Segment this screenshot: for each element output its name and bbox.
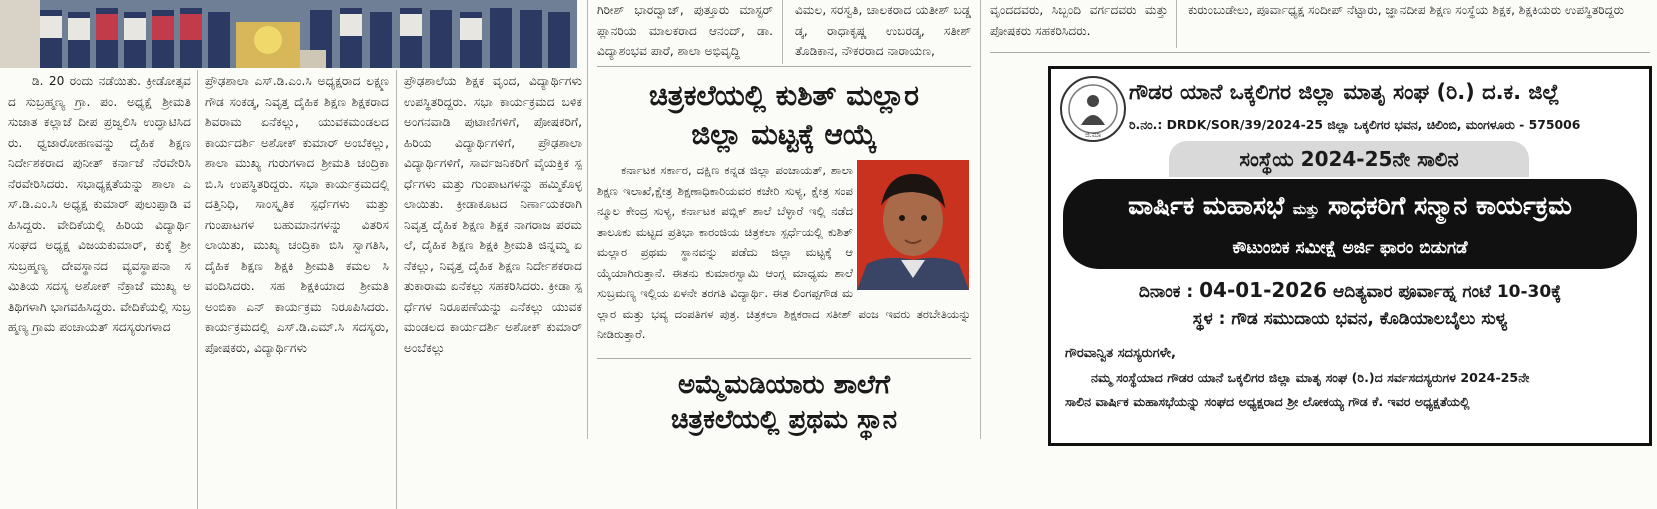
news-column-2	[205, 71, 389, 439]
column-divider	[980, 0, 981, 439]
article-tail-col4: ಗಿರೀಶ್ ಭಾರದ್ವಾಜ್, ಪುತ್ತೂರು ಮಾಸ್ಟರ್ ಪ್ಲಾನರಿಯ ಮಾಲಕರಾದ ಆನಂದ್, ಡಾ. ವಿದ್ಯಾಶಂಭವ ಪಾರೆ, ಶಾಲಾ ಅಭಿವೃದ್ಧಿ	[597, 3, 773, 58]
article-tail-col5: ವಿಮಲ, ಸರಸ್ವತಿ, ಚಾಲಕರಾದ ಯತೀಶ್ ಬಡ್ಡಡ್ಕ, ರಾಧಾಕೃಷ್ಣ ಉಬರಡ್ಕ, ಸತೀಶ್ ತೊಡಿಕಾನ, ನೌಕರರಾದ ನಾರಾಯಣ,	[795, 3, 971, 58]
event-title-banner	[1063, 179, 1637, 269]
event-subtitle: ಕೌಟುಂಬಿಕ ಸಮೀಕ್ಷೆ ಅರ್ಜಿ ಫಾರಂ ಬಿಡುಗಡೆ	[1232, 238, 1468, 258]
column-divider	[396, 70, 397, 509]
column-divider	[782, 0, 783, 64]
venue-value: ಗೌಡ ಸಮುದಾಯ ಭವನ, ಕೊಡಿಯಾಲಬೈಲು ಸುಳ್ಯ	[1231, 309, 1508, 329]
association-logo-icon	[1059, 75, 1127, 143]
news-column-1	[8, 71, 191, 439]
section-divider	[990, 52, 1650, 53]
event-title-rest: ಸಾಧಕರಿಗೆ ಸನ್ಮಾನ ಕಾರ್ಯಕ್ರಮ	[1328, 191, 1572, 220]
students-photo-image	[0, 0, 577, 68]
article-headline-line2: ಜಿಲ್ಲಾ ಮಟ್ಟಕ್ಕೆ ಆಯ್ಕೆ	[691, 118, 877, 151]
article-tail-col7: ಕುರುಂಬುಡೇಲು, ಪೂರ್ವಾಧ್ಯಕ್ಷ ಸಂದೀಪ್ ನೆಟ್ಟಾರು, ಜ್ಞಾನದೀಪ ಶಿಕ್ಷಣ ಸಂಸ್ಥೆಯ ಶಿಕ್ಷಕ, ಶಿಕ್ಷಕಿಯರು ಉಪಸ್ಥಿತರಿದ್ದರು	[1188, 3, 1625, 17]
section-divider	[597, 358, 971, 359]
column-divider	[1176, 0, 1177, 48]
ad-body-line2: ಸಾಲಿನ ವಾರ್ಷಿಕ ಮಹಾಸಭೆಯನ್ನು ಸಂಘದ ಅಧ್ಯಕ್ಷರಾದ ಶ್ರೀ ಲೋಕಯ್ಯ ಗೌಡ ಕೆ. ಇವರ ಅಧ್ಯಕ್ಷತೆಯಲ್ಲಿ	[1065, 394, 1470, 409]
venue-label: ಸ್ಥಳ :	[1192, 309, 1226, 329]
registration-line: ರಿ.ನಂ.: DRDK/SOR/39/2024-25 ಜಿಲ್ಲಾ ಒಕ್ಕಲಿಗರ ಭವನ, ಚಿಲಿಂಬಿ, ಮಂಗಳೂರು - 575006	[1129, 117, 1581, 132]
column-divider	[587, 0, 588, 439]
article3-headline-line1: ಅಮ್ಮೆಮಡಿಯಾರು ಶಾಲೆಗೆ	[677, 370, 891, 400]
article-body-col1: ಡಿ. 20 ರಂದು ನಡೆಯಿತು. ಕ್ರೀಡೋತ್ಸವದ ಸುಬ್ರಹ್ಮಣ್ಯ ಗ್ರಾ. ಪಂ. ಅಧ್ಯಕ್ಷೆ ಶ್ರೀಮತಿ ಸುಜಾತ ಕಲ್ಲಾಜೆ ದೀಪ ಪ್ರಜ್ವಲಿಸಿ ಉದ್ಘಾಟಿಸಿದರು. ಧ್ವಜಾರೋಹಣವನ್ನು ದೈಹಿಕ ಶಿಕ್ಷಣ ನಿರ್ದೇಶಕರಾದ ಪುನೀತ್ ಕರ್ನಾಜೆ ನೆರವೇರಿಸಿ ನೆರವೇರಿಸಿದರು. ಸಭಾಧ್ಯಕ್ಷತೆಯನ್ನು ಶಾಲಾ ಎಸ್.ಡಿ.ಎಂ.ಸಿ ಅಧ್ಯಕ್ಷ ಕುಮಾರ್ ಪುಲುಪ್ಪಾಡಿ ವಹಿಸಿದ್ದರು. ವೇದಿಕೆಯಲ್ಲಿ ಹಿರಿಯ ವಿದ್ಯಾರ್ಥಿ ಸಂಘದ ಅಧ್ಯಕ್ಷ ವಿಜಯಕುಮಾರ್, ಕುಕ್ಕೆ ಶ್ರೀ ಸುಬ್ರಹ್ಮಣ್ಯ ದೇವಸ್ಥಾನದ ವ್ಯವಸ್ಥಾಪನಾ ಸಮಿತಿಯ ಸದಸ್ಯ ಅಶೋಕ್ ನೆಕ್ರಾಜೆ ಮುಖ್ಯ ಅತಿಥಿಗಳಾಗಿ ಭಾಗವಹಿಸಿದ್ದರು. ವೇದಿಕೆಯಲ್ಲಿ ಸುಬ್ರಹ್ಮಣ್ಯ ಗ್ರಾಮ ಪಂಚಾಯತ್ ಸದಸ್ಯರುಗಳಾದ	[8, 74, 191, 334]
article3-headline-line2: ಚಿತ್ರಕಲೆಯಲ್ಲಿ ಪ್ರಥಮ ಸ್ಥಾನ	[670, 405, 898, 435]
column-divider	[197, 70, 198, 509]
date-time: ಆದಿತ್ಯವಾರ ಪೂರ್ವಾಹ್ನ ಗಂಟೆ 10-30ಕ್ಕೆ	[1332, 282, 1562, 302]
date-value: 04-01-2026	[1199, 278, 1328, 302]
association-advertisement	[1048, 66, 1652, 446]
news-column-5-top	[795, 0, 971, 62]
article-headline-line1: ಚಿತ್ರಕಲೆಯಲ್ಲಿ ಕುಶಿತ್ ಮಲ್ಲಾರ	[648, 79, 919, 112]
news-column-4-top	[597, 0, 773, 62]
event-title-main: ವಾರ್ಷಿಕ ಮಹಾಸಭೆ	[1128, 191, 1285, 220]
article-body-text: ಕರ್ನಾಟಕ ಸರ್ಕಾರ, ದಕ್ಷಿಣ ಕನ್ನಡ ಜಿಲ್ಲಾ ಪಂಚಾಯತ್, ಶಾಲಾ ಶಿಕ್ಷಣ ಇಲಾಖೆ,ಕ್ಷೇತ್ರ ಶಿಕ್ಷಣಾಧಿಕಾರಿಯವರ ಕಚೇರಿ ಸುಳ್ಯ, ಕ್ಷೇತ್ರ ಸಂಪನ್ಮೂಲ ಕೇಂದ್ರ ಸುಳ್ಯ, ಕರ್ನಾಟಕ ಪಬ್ಲಿಕ್ ಶಾಲೆ ಬೆಳ್ಳಾರೆ ಇಲ್ಲಿ ನಡೆದ ತಾಲೂಕು ಮಟ್ಟದ ಪ್ರತಿಭಾ ಕಾರಂಜಿಯ ಚಿತ್ರಕಲಾ ಸ್ಪರ್ಧೆಯಲ್ಲಿ ಕುಶಿತ್ ಮಲ್ಲಾರ ಪ್ರಥಮ ಸ್ಥಾನವನ್ನು ಪಡೆದು ಜಿಲ್ಲಾ ಮಟ್ಟಕ್ಕೆ ಆಯ್ಕೆಯಾಗಿರುತ್ತಾನೆ. ಈತನು ಕುಮಾರಸ್ವಾಮಿ ಆಂಗ್ಲ ಮಾಧ್ಯಮ ಶಾಲೆ ಸುಬ್ರಮಣ್ಯ ಇಲ್ಲಿಯ ಏಳನೇ ತರಗತಿ ವಿದ್ಯಾರ್ಥಿ. ಈತ ಲಿಂಗಪ್ಪಗೌಡ ಮಲ್ಲಾರ ಮತ್ತು ಭವ್ಯ ದಂಪತಿಗಳ ಪುತ್ರ. ಚಿತ್ರಕಲಾ ಶಿಕ್ಷಕರಾದ ಸತೀಶ್ ಪಂಜ ಇವರು ತರಬೇತಿಯನ್ನು ನೀಡಿರುತ್ತಾರೆ.	[597, 163, 971, 341]
students-group-photo	[0, 0, 577, 68]
article-body-kushith	[597, 160, 971, 350]
section-divider	[597, 66, 971, 67]
article-body-col2: ಪ್ರೌಢಶಾಲಾ ಎಸ್.ಡಿ.ಎಂ.ಸಿ ಅಧ್ಯಕ್ಷರಾದ ಲಕ್ಷ್ಮಣಗೌಡ ಸಂಕಡ್ಕ, ನಿವೃತ್ತ ದೈಹಿಕ ಶಿಕ್ಷಣ ಶಿಕ್ಷಕರಾದ ಶಿವರಾಮ ಏನೆಕಲ್ಲು, ಯುವಕಮಂಡಲದ ಕಾರ್ಯದರ್ಶಿ ಅಶೋಕ್ ಕುಮಾರ್ ಅಂಬೆಕಲ್ಲು, ಶಾಲಾ ಮುಖ್ಯ ಗುರುಗಳಾದ ಶ್ರೀಮತಿ ಚಂದ್ರಿಕಾ ಬಿ.ಸಿ ಉಪಸ್ಥಿತರಿದ್ದರು. ಸಭಾ ಕಾರ್ಯಕ್ರಮದಲ್ಲಿ ದತ್ತಿನಿಧಿ, ಸಾಂಸ್ಕೃತಿಕ ಸ್ಪರ್ಧೆಗಳು ಮತ್ತು ಗುಂಪಾಟಗಳ ಬಹುಮಾನಗಳನ್ನು ವಿತರಿಸಲಾಯಿತು, ಮುಖ್ಯ ಚಂದ್ರಿಕಾ ಬಿಸಿ ಸ್ವಾಗತಿಸಿ, ದೈಹಿಕ ಶಿಕ್ಷಣ ಶಿಕ್ಷಕಿ ಶ್ರೀಮತಿ ಕಮಲ ಸಿ ವಂದಿಸಿದರು. ಸಹ ಶಿಕ್ಷಕಿಯಾದ ಶ್ರೀಮತಿ ಅಂಬಿಕಾ ಎನ್ ಕಾರ್ಯಕ್ರಮ ನಿರೂಪಿಸಿದರು. ಕಾರ್ಯಕ್ರಮದಲ್ಲಿ ಎಸ್.ಡಿ.ಎಮ್.ಸಿ ಸದಸ್ಯರು, ಪೋಷಕರು, ವಿದ್ಯಾರ್ಥಿಗಳು	[205, 74, 389, 355]
news-column-7-top	[1188, 0, 1650, 44]
ad-greeting: ಗೌರವಾನ್ವಿತ ಸದಸ್ಯರುಗಳೇ,	[1065, 346, 1176, 361]
article-tail-col6: ವೃಂದದವರು, ಸಿಬ್ಬಂದಿ ವರ್ಗದವರು ಮತ್ತು ಪೋಷಕರು ಸಹಕರಿಸಿದರು.	[990, 3, 1168, 38]
event-date-line	[1051, 277, 1649, 305]
news-column-3	[404, 71, 582, 439]
date-label: ದಿನಾಂಕ :	[1138, 282, 1194, 302]
ad-body-line1: ನಮ್ಮ ಸಂಸ್ಥೆಯಾದ ಗೌಡರ ಯಾನೆ ಒಕ್ಕಲಿಗರ ಜಿಲ್ಲಾ ಮಾತೃ ಸಂಘ (ರಿ.)ದ ಸರ್ವಸದಸ್ಯರುಗಳ 2024-25ನೇ	[1091, 370, 1530, 385]
year-banner: ಸಂಸ್ಥೆಯ 2024-25ನೇ ಸಾಲಿನ	[1169, 141, 1529, 177]
logo-letters: ಜಿ.ಮಾ	[1084, 131, 1102, 139]
article-body-col3: ಪ್ರೌಢಶಾಲೆಯ ಶಿಕ್ಷಕ ವೃಂದ, ವಿದ್ಯಾರ್ಥಿಗಳು ಉಪಸ್ಥಿತರಿದ್ದರು. ಸಭಾ ಕಾರ್ಯಕ್ರಮದ ಬಳಿಕ ಅಂಗನವಾಡಿ ಪುಟಾಣಿಗಳಿಗೆ, ಪೋಷಕರಿಗೆ, ಹಿರಿಯ ವಿದ್ಯಾರ್ಥಿಗಳಿಗೆ, ಪ್ರೌಢಶಾಲಾ ವಿದ್ಯಾರ್ಥಿಗಳಿಗೆ, ಸಾರ್ವಜನಿಕರಿಗೆ ವೈಯಕ್ತಿಕ ಸ್ಪರ್ಧೆಗಳು ಮತ್ತು ಗುಂಪಾಟಗಳನ್ನು ಹಮ್ಮಿಕೊಳ್ಳಲಾಯಿತು. ಕ್ರೀಡಾಕೂಟದ ನಿರ್ಣಾಯಕರಾಗಿ ನಿವೃತ್ತ ದೈಹಿಕ ಶಿಕ್ಷಣ ಶಿಕ್ಷಕ ನಾಗರಾಜ ಪರಮಲೆ, ದೈಹಿಕ ಶಿಕ್ಷಣ ಶಿಕ್ಷಕಿ ಶ್ರೀಮತಿ ಜಿನ್ನಮ್ಮ ಏನೆಕಲ್ಲು, ನಿವೃತ್ತ ದೈಹಿಕ ಶಿಕ್ಷಣ ನಿರ್ದೇಶಕರಾದ ತುಕಾರಾಮ ಏನೆಕಲ್ಲು ಸಹಕರಿಸಿದರು. ಕ್ರೀಡಾ ಸ್ಪರ್ಧೆಗಳ ನಿರೂಪಣೆಯನ್ನು ಎನೆಕಲ್ಲು ಯುವಕಮಂಡಲದ ಕಾರ್ಯದರ್ಶಿ ಅಶೋಕ್ ಕುಮಾರ್ ಅಂಬೆಕಲ್ಲು	[404, 74, 582, 355]
event-venue-line	[1051, 306, 1649, 332]
news-column-6-top	[990, 0, 1168, 44]
association-name: ಗೌಡರ ಯಾನೆ ಒಕ್ಕಲಿಗರ ಜಿಲ್ಲಾ ಮಾತೃ ಸಂಘ (ರಿ.) ದ.ಕ. ಜಿಲ್ಲೆ	[1129, 80, 1560, 104]
event-title-and: ಮತ್ತು	[1292, 202, 1320, 218]
